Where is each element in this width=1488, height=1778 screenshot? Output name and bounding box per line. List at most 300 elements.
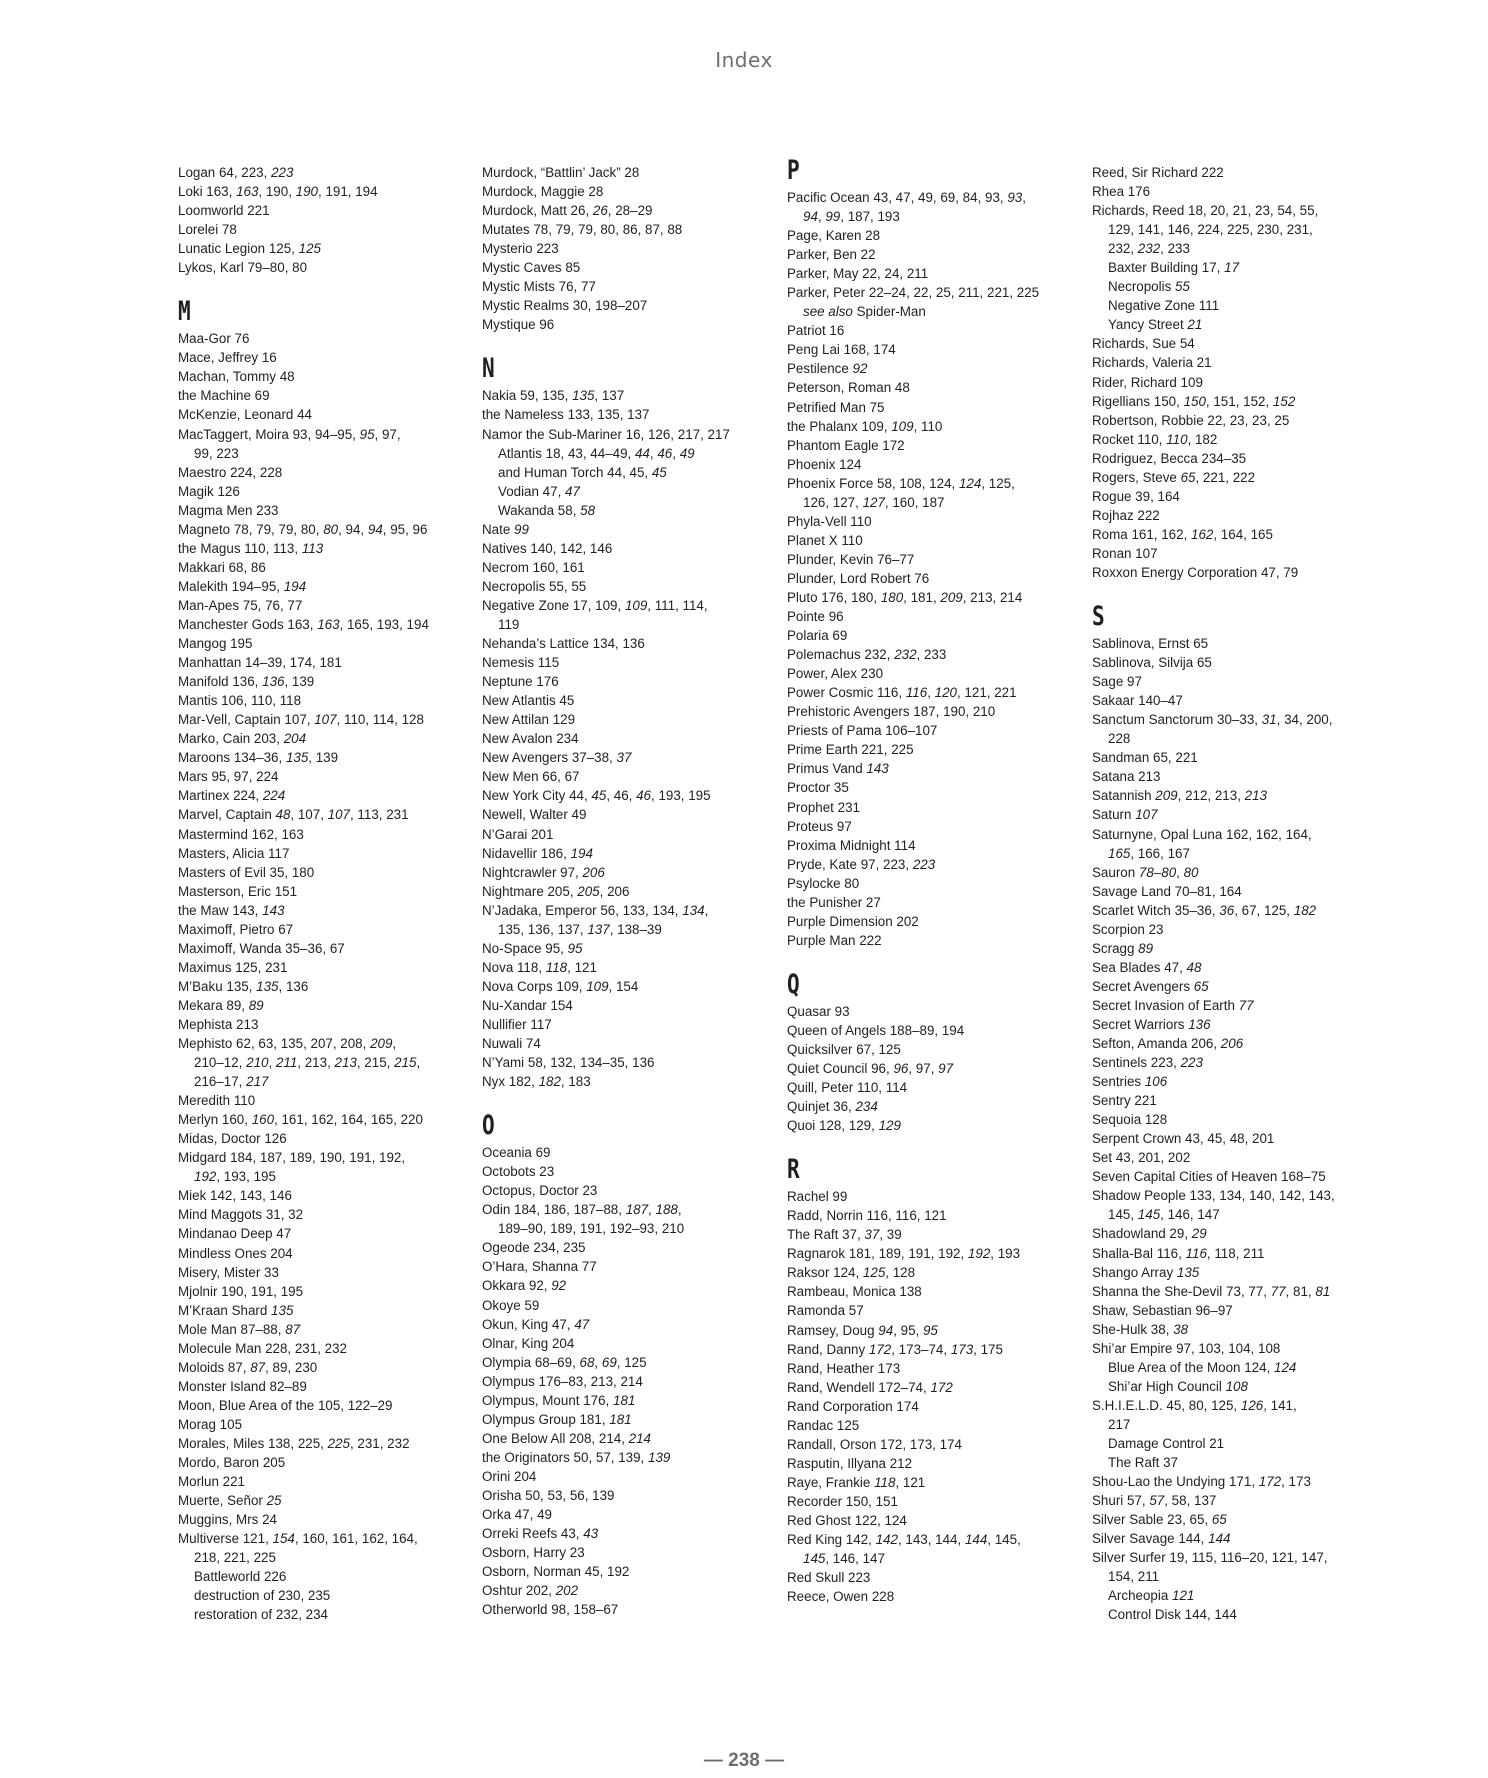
index-entry: Maximus 125, 231 bbox=[178, 959, 288, 975]
index-entry: Shanna the She-Devil 73, 77, 77, 81, 81 bbox=[1092, 1283, 1331, 1299]
index-entry: Loki 163, 163, 190, 190, 191, 194 bbox=[178, 184, 378, 200]
index-subentry: Vodian 47, 47 bbox=[498, 483, 580, 499]
index-entry-continuation: 145, 145, 146, 147 bbox=[1108, 1207, 1220, 1223]
index-entry: the Nameless 133, 135, 137 bbox=[482, 407, 650, 423]
index-entry: MacTaggert, Moira 93, 94–95, 95, 97, bbox=[178, 426, 401, 442]
index-entry: Phyla-Vell 110 bbox=[787, 513, 872, 529]
index-entry: Loomworld 221 bbox=[178, 203, 270, 219]
index-entry: New York City 44, 45, 46, 46, 193, 195 bbox=[482, 788, 711, 804]
index-entry: Magik 126 bbox=[178, 483, 240, 499]
index-entry-continuation: 135, 136, 137, 137, 138–39 bbox=[498, 921, 662, 937]
index-entry: Quasar 93 bbox=[787, 1003, 850, 1019]
index-entry: Richards, Sue 54 bbox=[1092, 336, 1195, 352]
index-entry: Orka 47, 49 bbox=[482, 1507, 552, 1523]
index-entry: Rocket 110, 110, 182 bbox=[1092, 431, 1218, 447]
index-entry: Newell, Walter 49 bbox=[482, 807, 587, 823]
index-entry: Patriot 16 bbox=[787, 323, 845, 339]
index-entry: Sefton, Amanda 206, 206 bbox=[1092, 1036, 1244, 1052]
section-letter: O bbox=[482, 1110, 495, 1142]
index-entry: Miek 142, 143, 146 bbox=[178, 1188, 292, 1204]
index-entry: Rand, Danny 172, 173–74, 173, 175 bbox=[787, 1341, 1003, 1357]
index-subentry: Battleworld 226 bbox=[194, 1569, 287, 1585]
index-entry: Manchester Gods 163, 163, 165, 193, 194 bbox=[178, 616, 429, 632]
index-entry: Morlun 221 bbox=[178, 1474, 245, 1490]
index-entry: Rigellians 150, 150, 151, 152, 152 bbox=[1092, 393, 1296, 409]
index-entry: Midas, Doctor 126 bbox=[178, 1131, 287, 1147]
index-entry: Robertson, Robbie 22, 23, 23, 25 bbox=[1092, 412, 1290, 428]
index-entry: Scarlet Witch 35–36, 36, 67, 125, 182 bbox=[1092, 902, 1317, 918]
index-entry: Muggins, Mrs 24 bbox=[178, 1512, 277, 1528]
index-entry: Nu-Xandar 154 bbox=[482, 997, 573, 1013]
index-entry: Olympus Group 181, 181 bbox=[482, 1411, 632, 1427]
index-entry: Prehistoric Avengers 187, 190, 210 bbox=[787, 704, 996, 720]
index-entry-continuation: 210–12, 210, 211, 213, 213, 215, 215, bbox=[194, 1055, 421, 1071]
index-entry: Octobots 23 bbox=[482, 1164, 555, 1180]
index-entry: Saturnyne, Opal Luna 162, 162, 164, bbox=[1092, 826, 1312, 842]
index-entry: Richards, Reed 18, 20, 21, 23, 54, 55, bbox=[1092, 203, 1319, 219]
index-subentry: Archeopia 121 bbox=[1108, 1588, 1195, 1604]
index-subentry: The Raft 37 bbox=[1108, 1455, 1178, 1471]
index-subentry: and Human Torch 44, 45, 45 bbox=[498, 464, 667, 480]
index-entry: the Magus 110, 113, 113 bbox=[178, 540, 324, 556]
index-entry: Reed, Sir Richard 222 bbox=[1092, 165, 1224, 180]
index-entry: Planet X 110 bbox=[787, 532, 863, 548]
index-entry: The Raft 37, 37, 39 bbox=[787, 1227, 902, 1243]
index-entry: Magma Men 233 bbox=[178, 502, 279, 518]
index-entry: Scorpion 23 bbox=[1092, 921, 1164, 937]
index-entry: Morales, Miles 138, 225, 225, 231, 232 bbox=[178, 1436, 410, 1451]
index-entry: Raye, Frankie 118, 121 bbox=[787, 1474, 926, 1490]
index-entry: Mace, Jeffrey 16 bbox=[178, 350, 277, 366]
section-letter: Q bbox=[787, 968, 800, 1000]
index-entry: Sanctum Sanctorum 30–33, 31, 34, 200, bbox=[1092, 712, 1333, 728]
index-entry: Nova Corps 109, 109, 154 bbox=[482, 978, 639, 994]
index-entry: Sentry 221 bbox=[1092, 1093, 1157, 1109]
index-entry: Quiet Council 96, 96, 97, 97 bbox=[787, 1061, 954, 1077]
index-entry: Muerte, Señor 25 bbox=[178, 1493, 282, 1509]
index-entry: Pacific Ocean 43, 47, 49, 69, 84, 93, 93, bbox=[787, 190, 1026, 205]
index-entry: Necropolis 55, 55 bbox=[482, 578, 587, 594]
index-entry: N’Yami 58, 132, 134–35, 136 bbox=[482, 1055, 655, 1071]
index-entry: Nakia 59, 135, 135, 137 bbox=[482, 388, 625, 404]
index-entry: Secret Invasion of Earth 77 bbox=[1092, 997, 1254, 1013]
index-entry: Logan 64, 223, 223 bbox=[178, 165, 294, 180]
index-entry: Sablinova, Ernst 65 bbox=[1092, 636, 1209, 652]
index-entry: Nyx 182, 182, 183 bbox=[482, 1074, 591, 1090]
index-entry: Parker, Peter 22–24, 22, 25, 211, 221, 225 bbox=[787, 285, 1040, 301]
index-entry: Shadowland 29, 29 bbox=[1092, 1226, 1207, 1242]
index-entry: Shadow People 133, 134, 140, 142, 143, bbox=[1092, 1188, 1335, 1204]
index-entry: Okun, King 47, 47 bbox=[482, 1316, 590, 1332]
index-entry: Shi’ar Empire 97, 103, 104, 108 bbox=[1092, 1340, 1281, 1356]
index-entry: Meredith 110 bbox=[178, 1093, 256, 1109]
index-entry: Reece, Owen 228 bbox=[787, 1589, 895, 1605]
index-entry: Rodriguez, Becca 234–35 bbox=[1092, 450, 1247, 466]
index-entry: Masters of Evil 35, 180 bbox=[178, 864, 315, 880]
index-entry-continuation: 216–17, 217 bbox=[194, 1074, 269, 1090]
index-entry: Nightcrawler 97, 206 bbox=[482, 864, 605, 880]
index-entry: Nullifier 117 bbox=[482, 1016, 552, 1032]
index-entry: Magneto 78, 79, 79, 80, 80, 94, 94, 95, 96 bbox=[178, 521, 428, 537]
index-entry: M’Kraan Shard 135 bbox=[178, 1302, 294, 1318]
index-entry: Sakaar 140–47 bbox=[1092, 693, 1183, 709]
index-subentry: Control Disk 144, 144 bbox=[1108, 1607, 1237, 1623]
index-entry: Phantom Eagle 172 bbox=[787, 437, 905, 453]
index-subentry: Negative Zone 111 bbox=[1108, 298, 1220, 314]
index-entry: S.H.I.E.L.D. 45, 80, 125, 126, 141, bbox=[1092, 1397, 1297, 1413]
index-entry: the Phalanx 109, 109, 110 bbox=[787, 418, 943, 434]
index-entry: Murdock, Matt 26, 26, 28–29 bbox=[482, 203, 653, 219]
index-entry: the Machine 69 bbox=[178, 388, 270, 404]
index-entry: Mephista 213 bbox=[178, 1016, 259, 1032]
index-entry: Moloids 87, 87, 89, 230 bbox=[178, 1359, 318, 1375]
index-column-4 bbox=[1092, 163, 1382, 1624]
index-entry: Petrified Man 75 bbox=[787, 399, 885, 415]
index-entry: Quinjet 36, 234 bbox=[787, 1099, 878, 1115]
index-subentry: Yancy Street 21 bbox=[1108, 317, 1203, 333]
index-entry: Lunatic Legion 125, 125 bbox=[178, 241, 321, 257]
index-entry: Roma 161, 162, 162, 164, 165 bbox=[1092, 526, 1273, 542]
page-number: — 238 — bbox=[703, 1750, 785, 1771]
index-entry: Mephisto 62, 63, 135, 207, 208, 209, bbox=[178, 1036, 397, 1052]
index-entry: Mindless Ones 204 bbox=[178, 1245, 293, 1261]
index-entry: the Originators 50, 57, 139, 139 bbox=[482, 1449, 671, 1465]
index-entry: Morag 105 bbox=[178, 1416, 243, 1432]
index-entry: Peterson, Roman 48 bbox=[787, 380, 910, 396]
index-entry: Quill, Peter 110, 114 bbox=[787, 1080, 908, 1096]
index-entry: Plunder, Kevin 76–77 bbox=[787, 551, 915, 567]
index-entry: Olympus, Mount 176, 181 bbox=[482, 1392, 636, 1408]
index-entry: Serpent Crown 43, 45, 48, 201 bbox=[1092, 1131, 1275, 1147]
index-entry: Purple Dimension 202 bbox=[787, 913, 919, 929]
index-entry: Prophet 231 bbox=[787, 799, 860, 815]
index-entry: Pluto 176, 180, 180, 181, 209, 213, 214 bbox=[787, 589, 1023, 605]
index-entry: Osborn, Norman 45, 192 bbox=[482, 1564, 630, 1580]
index-column-2 bbox=[482, 163, 772, 1619]
index-entry: Olnar, King 204 bbox=[482, 1335, 575, 1351]
index-entry: Nehanda’s Lattice 134, 136 bbox=[482, 636, 645, 652]
index-entry: Orini 204 bbox=[482, 1468, 537, 1484]
index-entry: Machan, Tommy 48 bbox=[178, 369, 295, 385]
index-entry: Silver Surfer 19, 115, 116–20, 121, 147, bbox=[1092, 1550, 1328, 1566]
index-entry: Oceania 69 bbox=[482, 1145, 551, 1161]
index-entry: Randall, Orson 172, 173, 174 bbox=[787, 1436, 962, 1452]
index-entry: the Maw 143, 143 bbox=[178, 902, 285, 918]
index-entry: Ronan 107 bbox=[1092, 545, 1158, 561]
index-entry: Mantis 106, 110, 118 bbox=[178, 693, 302, 709]
index-entry: Recorder 150, 151 bbox=[787, 1493, 898, 1509]
index-entry: Mystic Realms 30, 198–207 bbox=[482, 298, 648, 314]
index-entry: Quoi 128, 129, 129 bbox=[787, 1118, 901, 1134]
index-entry: Rogue 39, 164 bbox=[1092, 488, 1180, 504]
index-entry: Mystique 96 bbox=[482, 317, 555, 333]
index-entry: Rogers, Steve 65, 221, 222 bbox=[1092, 469, 1256, 485]
index-entry-continuation: 119 bbox=[498, 616, 520, 632]
index-entry: Phoenix 124 bbox=[787, 456, 862, 472]
index-entry: Sauron 78–80, 80 bbox=[1092, 864, 1199, 880]
index-entry: Mekara 89, 89 bbox=[178, 997, 264, 1013]
index-entry: Nate 99 bbox=[482, 521, 529, 537]
index-entry-continuation: 154, 211 bbox=[1108, 1569, 1160, 1585]
section-letter: N bbox=[482, 353, 495, 385]
index-entry: Marvel, Captain 48, 107, 107, 113, 231 bbox=[178, 807, 409, 823]
index-entry: Merlyn 160, 160, 161, 162, 164, 165, 220 bbox=[178, 1112, 423, 1128]
index-entry: Sablinova, Silvija 65 bbox=[1092, 655, 1212, 671]
index-entry: Olympia 68–69, 68, 69, 125 bbox=[482, 1354, 647, 1370]
index-entry: Rand, Heather 173 bbox=[787, 1360, 901, 1376]
index-entry: Proctor 35 bbox=[787, 780, 849, 796]
index-entry: Monster Island 82–89 bbox=[178, 1378, 307, 1394]
index-entry: Mindanao Deep 47 bbox=[178, 1226, 292, 1242]
index-entry-continuation: 217 bbox=[1108, 1416, 1131, 1432]
index-entry: Page, Karen 28 bbox=[787, 228, 881, 244]
index-entry: the Punisher 27 bbox=[787, 894, 881, 910]
index-entry: Makkari 68, 86 bbox=[178, 559, 266, 575]
index-entry: Molecule Man 228, 231, 232 bbox=[178, 1340, 347, 1356]
index-entry: N’Jadaka, Emperor 56, 133, 134, 134, bbox=[482, 902, 709, 918]
index-entry: New Atlantis 45 bbox=[482, 693, 575, 709]
index-entry: Osborn, Harry 23 bbox=[482, 1545, 585, 1561]
index-entry: Marko, Cain 203, 204 bbox=[178, 731, 307, 747]
index-entry: Maximoff, Pietro 67 bbox=[178, 921, 294, 937]
index-entry: Nuwali 74 bbox=[482, 1036, 541, 1052]
index-entry: Secret Avengers 65 bbox=[1092, 978, 1209, 994]
index-entry: Secret Warriors 136 bbox=[1092, 1016, 1211, 1032]
index-entry: Maximoff, Wanda 35–36, 67 bbox=[178, 940, 345, 956]
index-entry: New Men 66, 67 bbox=[482, 769, 580, 785]
index-entry: Mars 95, 97, 224 bbox=[178, 769, 279, 785]
index-entry: Orisha 50, 53, 56, 139 bbox=[482, 1488, 615, 1503]
index-entry: O’Hara, Shanna 77 bbox=[482, 1259, 597, 1275]
index-entry: No-Space 95, 95 bbox=[482, 940, 583, 956]
section-letter: S bbox=[1092, 601, 1105, 633]
index-subentry: Damage Control 21 bbox=[1108, 1436, 1225, 1451]
index-entry: Murdock, “Battlin’ Jack” 28 bbox=[482, 165, 640, 180]
index-entry: Pointe 96 bbox=[787, 609, 844, 625]
index-entry: Otherworld 98, 158–67 bbox=[482, 1602, 619, 1618]
index-entry: Purple Man 222 bbox=[787, 932, 882, 948]
index-entry: Red King 142, 142, 143, 144, 144, 145, bbox=[787, 1532, 1021, 1548]
index-entry: One Below All 208, 214, 214 bbox=[482, 1430, 651, 1446]
index-entry: Savage Land 70–81, 164 bbox=[1092, 883, 1242, 899]
index-entry: Mind Maggots 31, 32 bbox=[178, 1207, 304, 1223]
index-entry: M’Baku 135, 135, 136 bbox=[178, 978, 309, 994]
index-entry: Lykos, Karl 79–80, 80 bbox=[178, 260, 308, 276]
index-entry: Orreki Reefs 43, 43 bbox=[482, 1526, 599, 1542]
index-entry: Shou-Lao the Undying 171, 172, 173 bbox=[1092, 1474, 1311, 1490]
section-letter: R bbox=[787, 1154, 800, 1186]
index-subentry: Wakanda 58, 58 bbox=[498, 502, 596, 518]
index-entry: Psylocke 80 bbox=[787, 875, 860, 891]
section-letter: M bbox=[178, 296, 191, 328]
index-entry: Satana 213 bbox=[1092, 769, 1161, 785]
index-entry: Natives 140, 142, 146 bbox=[482, 540, 613, 556]
index-entry: Necrom 160, 161 bbox=[482, 559, 585, 575]
index-entry: Scragg 89 bbox=[1092, 940, 1154, 956]
index-entry: Okkara 92, 92 bbox=[482, 1278, 567, 1294]
index-entry: Shango Array 135 bbox=[1092, 1264, 1200, 1280]
index-entry: Priests of Pama 106–107 bbox=[787, 723, 938, 739]
index-entry: Ragnarok 181, 189, 191, 192, 192, 193 bbox=[787, 1246, 1021, 1262]
index-entry: New Attilan 129 bbox=[482, 712, 576, 728]
index-entry: Moon, Blue Area of the 105, 122–29 bbox=[178, 1397, 393, 1413]
index-entry: Namor the Sub-Mariner 16, 126, 217, 217 bbox=[482, 426, 730, 442]
index-entry: Parker, May 22, 24, 211 bbox=[787, 266, 929, 282]
index-entry: Rojhaz 222 bbox=[1092, 507, 1160, 523]
index-subentry: Baxter Building 17, 17 bbox=[1108, 260, 1240, 276]
index-entry-continuation: 94, 99, 187, 193 bbox=[803, 209, 900, 225]
index-entry: New Avengers 37–38, 37 bbox=[482, 750, 632, 766]
index-entry: Raksor 124, 125, 128 bbox=[787, 1265, 916, 1281]
index-entry: Nightmare 205, 205, 206 bbox=[482, 883, 630, 899]
index-entry: Set 43, 201, 202 bbox=[1092, 1150, 1191, 1166]
index-entry: Shaw, Sebastian 96–97 bbox=[1092, 1302, 1233, 1318]
index-entry: Nova 118, 118, 121 bbox=[482, 959, 597, 975]
index-entry-continuation: 218, 221, 225 bbox=[194, 1550, 276, 1566]
index-entry: Polaria 69 bbox=[787, 628, 848, 644]
index-entry: Red Skull 223 bbox=[787, 1570, 871, 1586]
index-entry: Plunder, Lord Robert 76 bbox=[787, 570, 930, 586]
index-entry: Okoye 59 bbox=[482, 1297, 540, 1313]
index-entry: Red Ghost 122, 124 bbox=[787, 1513, 907, 1528]
index-entry: Rand, Wendell 172–74, 172 bbox=[787, 1379, 953, 1395]
index-entry: Rasputin, Illyana 212 bbox=[787, 1455, 913, 1471]
index-entry: Satannish 209, 212, 213, 213 bbox=[1092, 788, 1267, 804]
index-entry: Mar-Vell, Captain 107, 107, 110, 114, 128 bbox=[178, 712, 424, 728]
index-entry: Midgard 184, 187, 189, 190, 191, 192, bbox=[178, 1150, 406, 1166]
index-entry: Saturn 107 bbox=[1092, 807, 1158, 823]
index-entry: Rider, Richard 109 bbox=[1092, 374, 1203, 390]
index-entry: Silver Sable 23, 65, 65 bbox=[1092, 1512, 1227, 1528]
index-entry: Rhea 176 bbox=[1092, 184, 1151, 200]
index-entry: Rambeau, Monica 138 bbox=[787, 1284, 922, 1300]
index-entry: Ogeode 234, 235 bbox=[482, 1240, 586, 1256]
index-entry: Sequoia 128 bbox=[1092, 1112, 1168, 1128]
index-entry: Mystic Caves 85 bbox=[482, 260, 581, 276]
index-entry: Murdock, Maggie 28 bbox=[482, 184, 604, 200]
index-entry: Roxxon Energy Corporation 47, 79 bbox=[1092, 564, 1299, 580]
index-entry: Prime Earth 221, 225 bbox=[787, 742, 914, 758]
index-entry: Sentinels 223, 223 bbox=[1092, 1055, 1203, 1071]
index-entry: Masterson, Eric 151 bbox=[178, 883, 298, 899]
index-entry: Manifold 136, 136, 139 bbox=[178, 674, 315, 690]
index-subentry: Shi’ar High Council 108 bbox=[1108, 1378, 1248, 1394]
index-entry: Nemesis 115 bbox=[482, 655, 560, 671]
index-entry: Masters, Alicia 117 bbox=[178, 845, 290, 861]
index-entry: Ramonda 57 bbox=[787, 1303, 864, 1319]
index-entry: Polemachus 232, 232, 233 bbox=[787, 647, 947, 663]
index-entry: Odin 184, 186, 187–88, 187, 188, bbox=[482, 1202, 682, 1218]
index-subentry: Blue Area of the Moon 124, 124 bbox=[1108, 1359, 1297, 1375]
index-subentry: Atlantis 18, 43, 44–49, 44, 46, 49 bbox=[498, 445, 695, 461]
index-entry: New Avalon 234 bbox=[482, 731, 579, 747]
index-entry-continuation: 189–90, 189, 191, 192–93, 210 bbox=[498, 1221, 685, 1237]
index-entry: Phoenix Force 58, 108, 124, 124, 125, bbox=[787, 475, 1015, 491]
index-entry: Multiverse 121, 154, 160, 161, 162, 164, bbox=[178, 1531, 418, 1547]
index-entry: Maestro 224, 228 bbox=[178, 464, 283, 480]
index-entry: Mole Man 87–88, 87 bbox=[178, 1321, 301, 1337]
index-entry-continuation: 99, 223 bbox=[194, 445, 239, 461]
index-entry: Rachel 99 bbox=[787, 1189, 848, 1205]
index-entry: Shuri 57, 57, 58, 137 bbox=[1092, 1493, 1217, 1509]
index-entry: Radd, Norrin 116, 116, 121 bbox=[787, 1208, 947, 1224]
index-column-1 bbox=[178, 163, 468, 1624]
index-entry: Sandman 65, 221 bbox=[1092, 750, 1198, 766]
index-entry: Nidavellir 186, 194 bbox=[482, 845, 593, 861]
index-entry: Malekith 194–95, 194 bbox=[178, 578, 307, 594]
index-entry-continuation: 145, 146, 147 bbox=[803, 1551, 885, 1567]
index-entry: Silver Savage 144, 144 bbox=[1092, 1531, 1231, 1547]
index-entry: Pestilence 92 bbox=[787, 361, 868, 377]
index-entry: Quicksilver 67, 125 bbox=[787, 1041, 901, 1057]
index-entry: Seven Capital Cities of Heaven 168–75 bbox=[1092, 1169, 1326, 1185]
index-entry: Manhattan 14–39, 174, 181 bbox=[178, 655, 342, 671]
index-entry: Neptune 176 bbox=[482, 674, 559, 690]
index-subentry: destruction of 230, 235 bbox=[194, 1588, 331, 1604]
index-entry-continuation: see also Spider-Man bbox=[803, 304, 926, 320]
index-entry: Rand Corporation 174 bbox=[787, 1398, 919, 1414]
index-entry: Primus Vand 143 bbox=[787, 761, 889, 777]
index-entry: McKenzie, Leonard 44 bbox=[178, 407, 312, 423]
index-column-3 bbox=[787, 155, 1077, 1606]
index-entry: Maa-Gor 76 bbox=[178, 331, 250, 347]
index-entry: Mordo, Baron 205 bbox=[178, 1455, 286, 1471]
index-entry: Randac 125 bbox=[787, 1417, 860, 1433]
index-entry: She-Hulk 38, 38 bbox=[1092, 1321, 1189, 1337]
index-entry: Misery, Mister 33 bbox=[178, 1264, 279, 1280]
index-entry: Martinex 224, 224 bbox=[178, 788, 286, 804]
index-entry: Sentries 106 bbox=[1092, 1074, 1168, 1090]
index-entry-continuation: 129, 141, 146, 224, 225, 230, 231, bbox=[1108, 222, 1313, 238]
index-entry-continuation: 192, 193, 195 bbox=[194, 1169, 276, 1185]
index-entry: Richards, Valeria 21 bbox=[1092, 355, 1212, 371]
index-entry: Octopus, Doctor 23 bbox=[482, 1183, 598, 1199]
index-entry: Proteus 97 bbox=[787, 818, 852, 834]
section-letter: P bbox=[787, 155, 800, 186]
index-subentry: restoration of 232, 234 bbox=[194, 1607, 328, 1623]
index-entry: Negative Zone 17, 109, 109, 111, 114, bbox=[482, 597, 708, 613]
index-entry: Sea Blades 47, 48 bbox=[1092, 959, 1202, 975]
index-entry-continuation: 126, 127, 127, 160, 187 bbox=[803, 494, 945, 510]
index-entry: N’Garai 201 bbox=[482, 826, 554, 842]
index-entry: Lorelei 78 bbox=[178, 222, 237, 238]
index-entry: Shalla-Bal 116, 116, 118, 211 bbox=[1092, 1245, 1265, 1261]
index-entry: Mastermind 162, 163 bbox=[178, 826, 304, 842]
index-entry: Pryde, Kate 97, 223, 223 bbox=[787, 856, 936, 872]
index-entry: Olympus 176–83, 213, 214 bbox=[482, 1373, 643, 1389]
page-header: Index bbox=[715, 48, 773, 72]
index-entry-continuation: 228 bbox=[1108, 731, 1131, 747]
index-entry-continuation: 232, 232, 233 bbox=[1108, 241, 1190, 257]
index-entry: Man-Apes 75, 76, 77 bbox=[178, 597, 303, 613]
index-entry-continuation: 165, 166, 167 bbox=[1108, 845, 1190, 861]
index-entry: Maroons 134–36, 135, 139 bbox=[178, 750, 339, 766]
index-entry: Parker, Ben 22 bbox=[787, 247, 876, 263]
index-entry: Peng Lai 168, 174 bbox=[787, 342, 896, 358]
index-entry: Power Cosmic 116, 116, 120, 121, 221 bbox=[787, 685, 1017, 701]
index-entry: Power, Alex 230 bbox=[787, 666, 884, 682]
index-entry: Oshtur 202, 202 bbox=[482, 1583, 579, 1599]
index-entry: Mjolnir 190, 191, 195 bbox=[178, 1283, 304, 1299]
index-entry: Mangog 195 bbox=[178, 636, 253, 652]
index-entry: Ramsey, Doug 94, 95, 95 bbox=[787, 1322, 938, 1338]
index-entry: Queen of Angels 188–89, 194 bbox=[787, 1022, 965, 1038]
index-entry: Sage 97 bbox=[1092, 674, 1142, 690]
index-entry: Mystic Mists 76, 77 bbox=[482, 279, 596, 295]
index-subentry: Necropolis 55 bbox=[1108, 279, 1190, 295]
index-entry: Mysterio 223 bbox=[482, 241, 559, 257]
index-entry: Mutates 78, 79, 79, 80, 86, 87, 88 bbox=[482, 222, 683, 238]
